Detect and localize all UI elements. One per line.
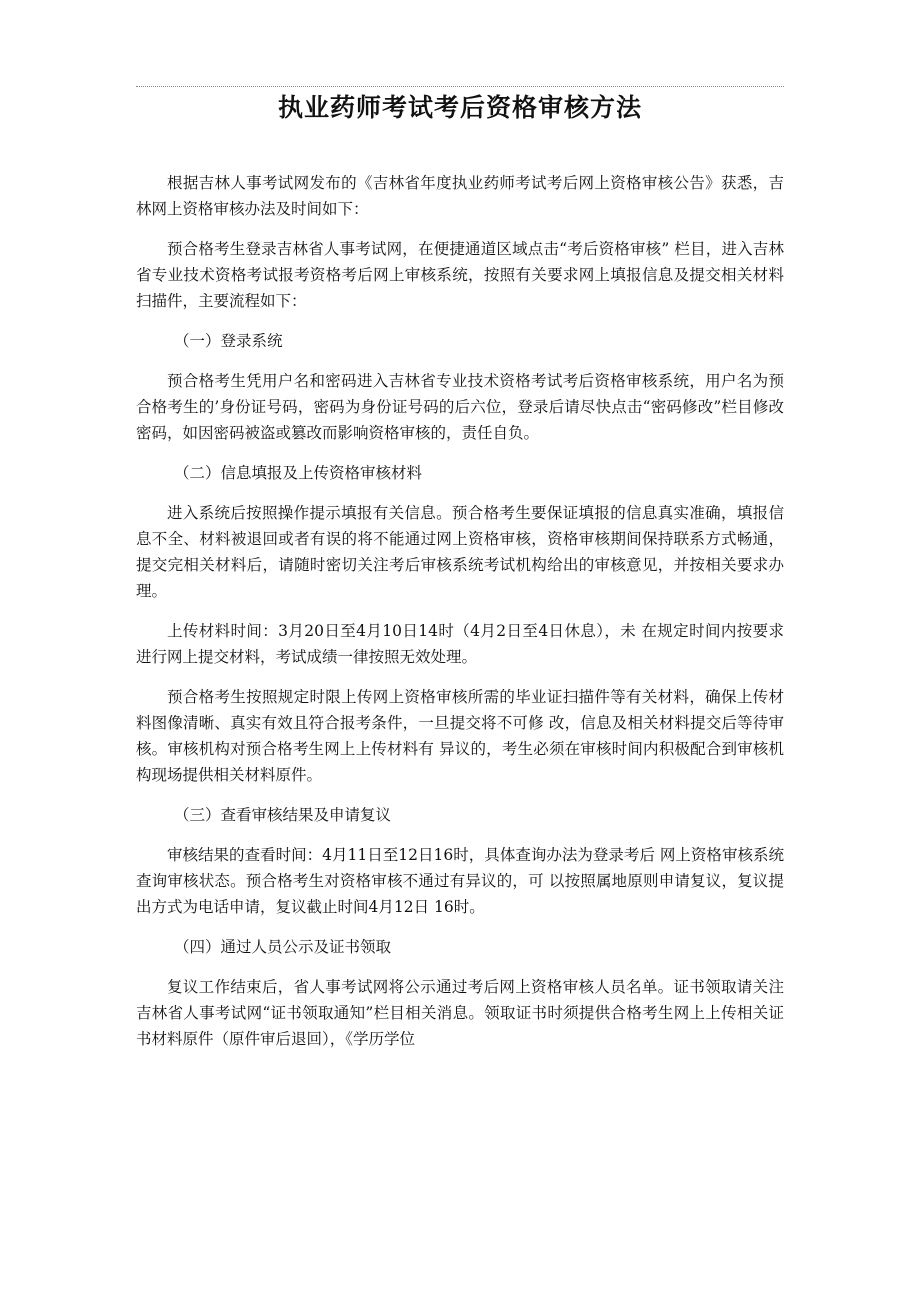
paragraph-certificate-details: 复议工作结束后，省人事考试网将公示通过考后网上资格审核人员名单。证书领取请关注吉林省人事考试网“证书领取通知”栏目相关消息。领取证书时须提供合格考生网上上传相关证书材料原件（原件审后退回），《学历学位 — [136, 978, 784, 1048]
document-body — [136, 170, 784, 1066]
paragraph-login-details: 预合格考生凭用户名和密码进入吉林省专业技术资格考试考后资格审核系统，用户名为预合格考生的’身份证号码，密码为身份证号码的后六位，登录后请尽快点击“密码修改”栏目修改密码，如因密码被盗或篡改而影响资格审核的，责任自负。 — [136, 372, 784, 442]
paragraph-intro: 根据吉林人事考试网发布的《吉林省年度执业药师考试考后网上资格审核公告》获悉，吉林网上资格审核办法及时间如下： — [136, 174, 784, 218]
paragraph-upload-info: 进入系统后按照操作提示填报有关信息。预合格考生要保证填报的信息真实准确，填报信息不全、材料被退回或者有误的将不能通过网上资格审核，资格审核期间保持联系方式畅通，提交完相关材料后，请随时密切关注考后审核系统考试机构给出的审核意见，并按相关要求办理。 — [136, 504, 784, 600]
header-rule — [136, 86, 784, 87]
section-heading-upload: （二）信息填报及上传资格审核材料 — [174, 464, 423, 482]
paragraph-upload-time: 上传材料时间：3月20日至4月10日14时（4月2日至4日休息），未 在规定时间内按要求进行网上提交材料，考试成绩一律按照无效处理。 — [136, 622, 784, 666]
paragraph-upload-requirements: 预合格考生按照规定时限上传网上资格审核所需的毕业证扫描件等有关材料，确保上传材料图像清晰、真实有效且符合报考条件，一旦提交将不可修 改，信息及相关材料提交后等待审核。审核机构对预合格考生网上上传材料有 异议的，考生必须在审核时间内积极配合到审核机构现场提供相关材料原件。 — [136, 688, 784, 784]
section-heading-certificate: （四）通过人员公示及证书领取 — [174, 938, 392, 956]
document-title: 执业药师考试考后资格审核方法 — [277, 93, 642, 122]
section-heading-login: （一）登录系统 — [174, 332, 283, 350]
paragraph-review-details: 审核结果的查看时间：4月11日至12日16时，具体查询办法为登录考后 网上资格审核系统查询审核状态。预合格考生对资格审核不通过有异议的，可 以按照属地原则申请复议，复议提出方式为电话申请，复议截止时间4月12日 16时。 — [136, 846, 784, 916]
paragraph-login-overview: 预合格考生登录吉林省人事考试网，在便捷通道区域点击“考后资格审核” 栏目，进入吉林省专业技术资格考试报考资格考后网上审核系统，按照有关要求网上填报信息及提交相关材料扫描件，主要流程如下： — [136, 240, 784, 310]
section-heading-review: （三）查看审核结果及申请复议 — [174, 806, 392, 824]
